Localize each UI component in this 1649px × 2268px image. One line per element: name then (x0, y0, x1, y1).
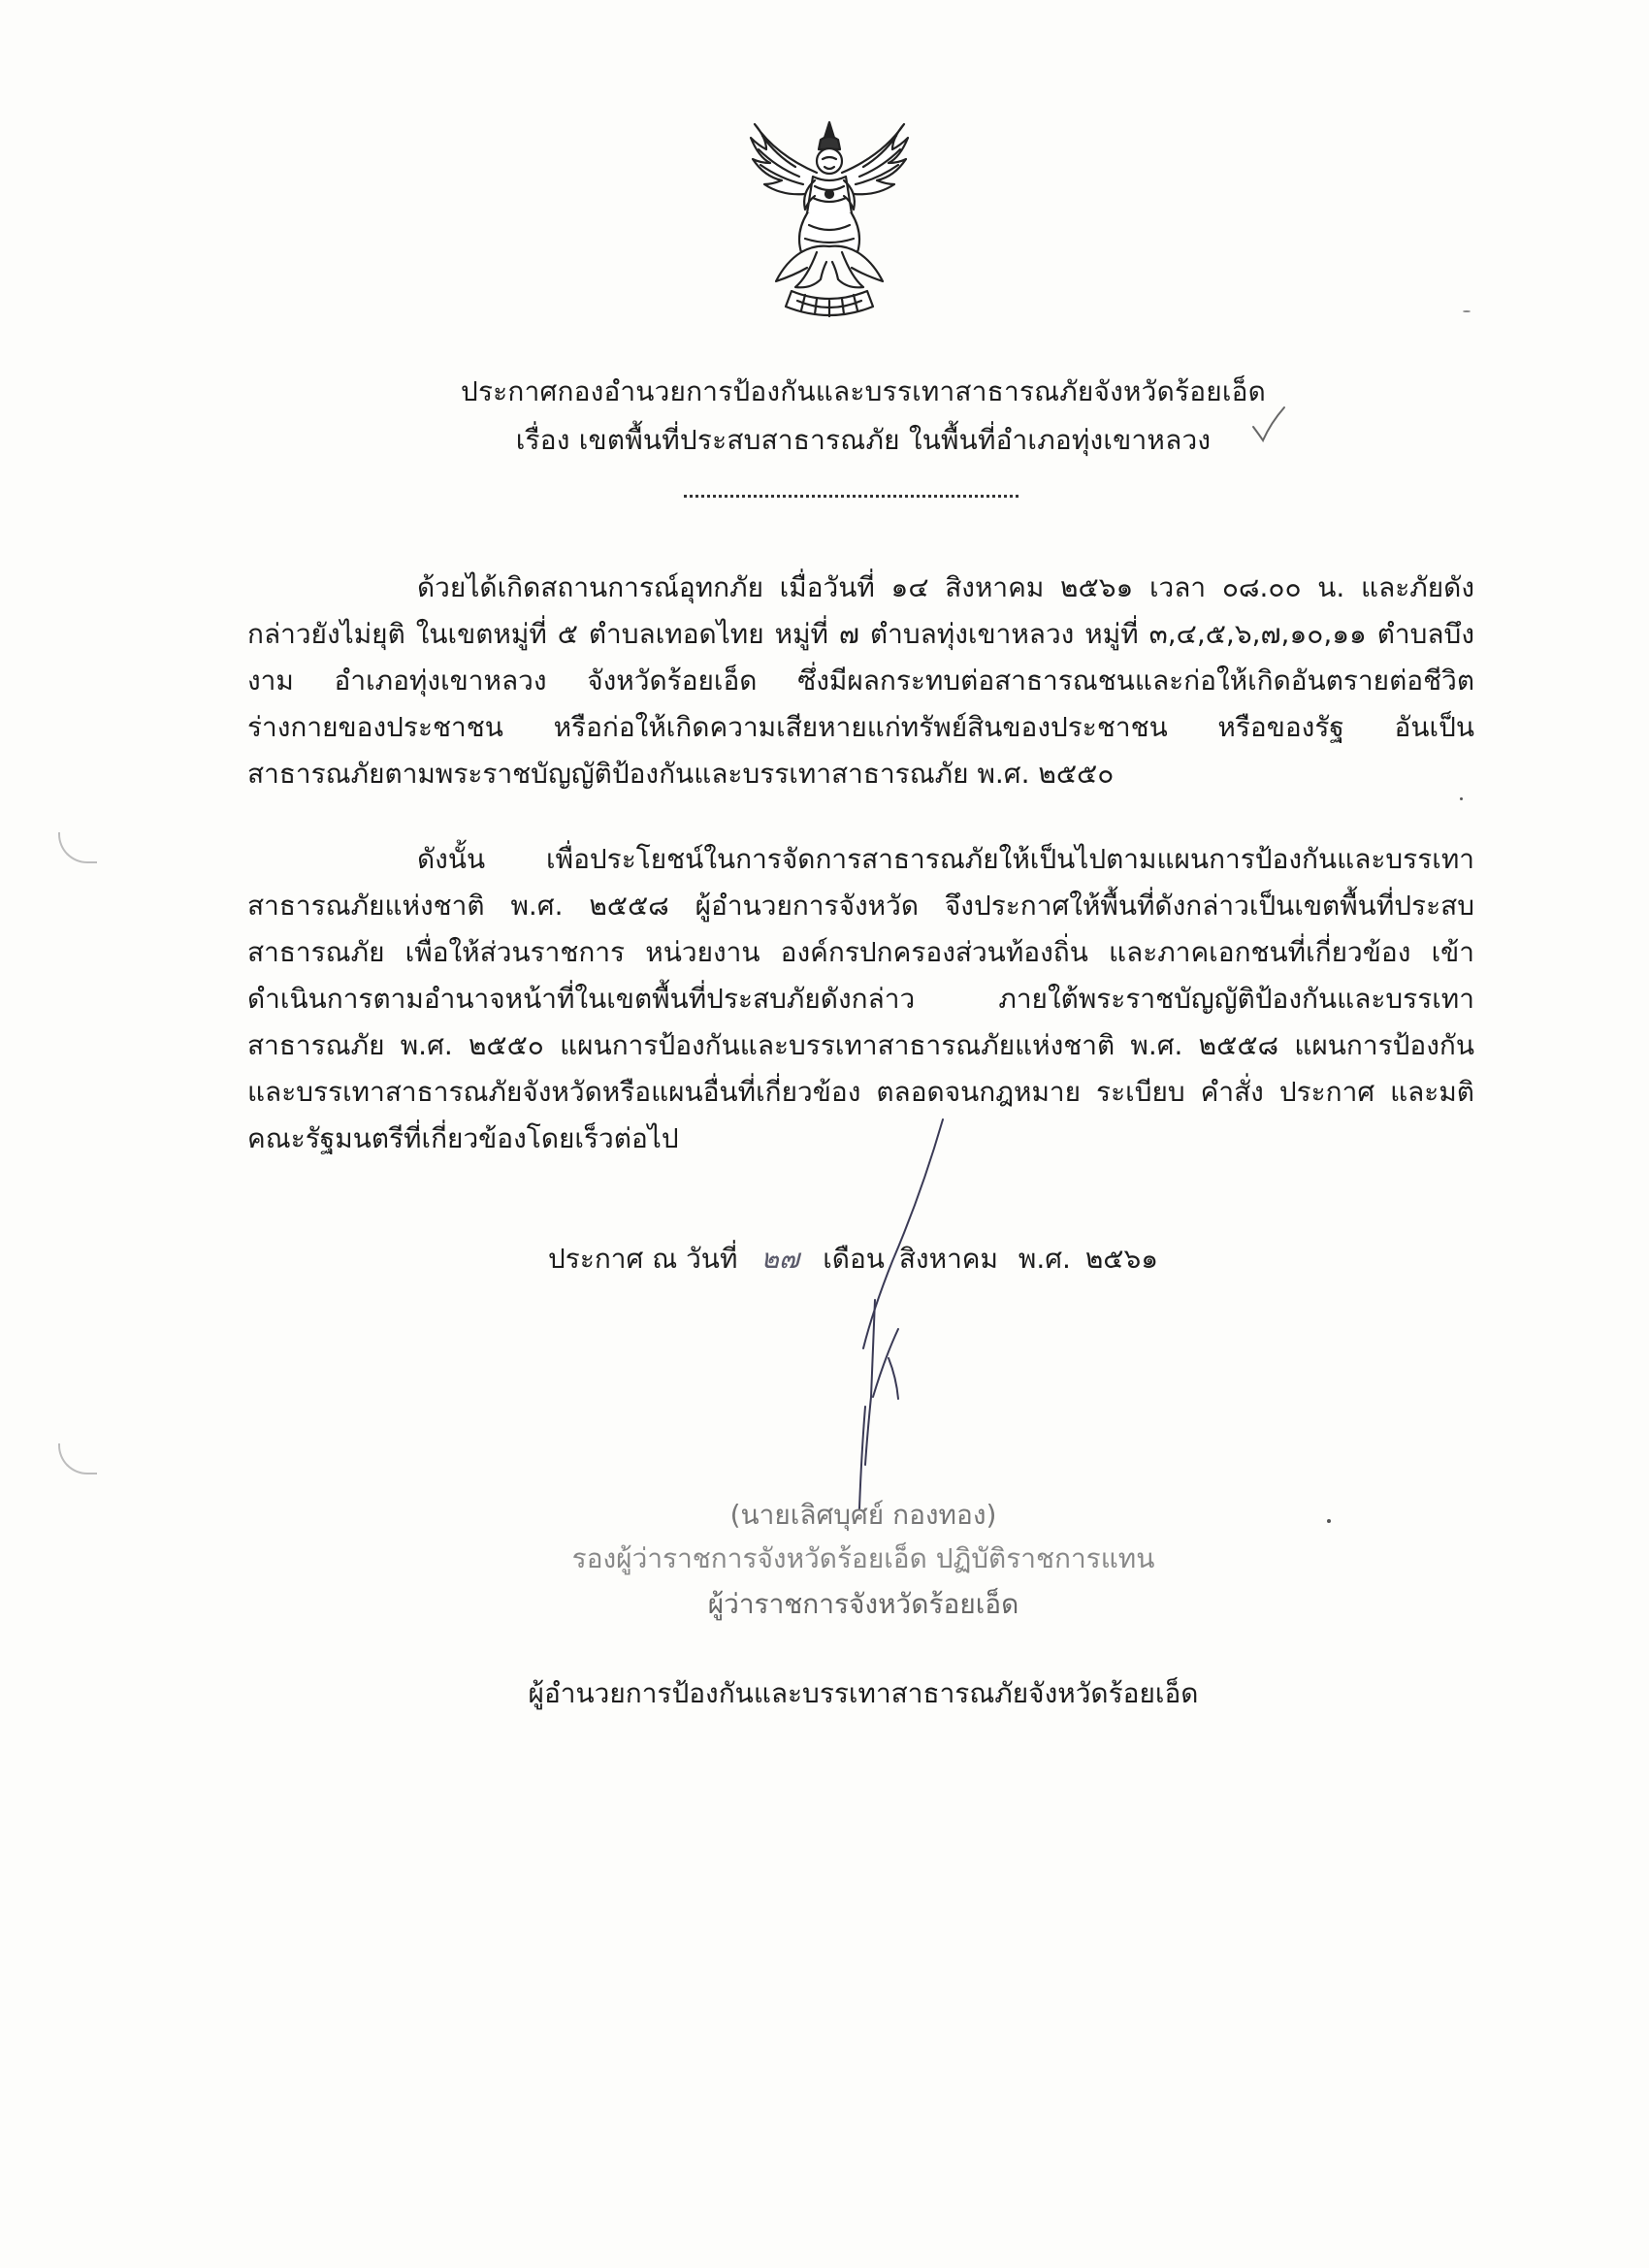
check-mark-icon (1251, 405, 1286, 444)
hole-punch-mark (58, 1443, 97, 1474)
signatory-name: (นายเลิศบุศย์ กองทอง) (729, 1499, 997, 1531)
dateline-year-label: พ.ศ. (1018, 1243, 1071, 1275)
dateline-day-handwritten: ๒๗ (760, 1243, 800, 1275)
hole-punch-mark (58, 832, 97, 863)
body-paragraph-1: ด้วยได้เกิดสถานการณ์อุทกภัย เมื่อวันที่ ๑๔ สิงหาคม ๒๕๖๑ เวลา ๐๘.๐๐ น. และภัยดังกล่าวยังไม่ยุติ ในเขตหมู่ที่ ๕ ตำบลเทอดไทย หมู่ที่ ๗ ตำบลทุ่งเขาหลวง หมู่ที่ ๓,๔,๕,๖,๗,๑๐,๑๑ ตำบลบึงงาม อำเภอทุ่งเขาหลวง จังหวัดร้อยเอ็ด ซึ่งมีผลกระทบต่อสาธารณชนและก่อให้เกิดอันตรายต่อชีวิต ร่างกายของประชาชน หรือก่อให้เกิดความเสียหายแก่ทรัพย์สินของประชาชน หรือของรัฐ อันเป็นสาธารณภัยตามพระราชบัญญัติป้องกันและบรรเทาสาธารณภัย พ.ศ. ๒๕๕๐ (247, 571, 1474, 790)
scan-speck (1463, 310, 1471, 312)
dateline-prefix: ประกาศ ณ วันที่ (548, 1243, 738, 1275)
handwritten-signature (815, 1116, 951, 1523)
issuing-authority: ผู้อำนวยการป้องกันและบรรเทาสาธารณภัยจังหวัดร้อยเอ็ด (528, 1677, 1199, 1709)
announcement-title: ประกาศกองอำนวยการป้องกันและบรรเทาสาธารณภัยจังหวัดร้อยเอ็ด (460, 375, 1267, 407)
body-paragraph-2: ดังนั้น เพื่อประโยชน์ในการจัดการสาธารณภัยให้เป็นไปตามแผนการป้องกันและบรรเทาสาธารณภัยแห่งชาติ พ.ศ. ๒๕๕๘ ผู้อำนวยการจังหวัด จึงประกาศให้พื้นที่ดังกล่าวเป็นเขตพื้นที่ประสบสาธารณภัย เพื่อให้ส่วนราชการ หน่วยงาน องค์กรปกครองส่วนท้องถิ่น และภาคเอกชนที่เกี่ยวข้อง เข้าดำเนินการตามอำนาจหน้าที่ในเขตพื้นที่ประสบภัยดังกล่าว ภายใต้พระราชบัญญัติป้องกันและบรรเทาสาธารณภัย พ.ศ. ๒๕๕๐ แผนการป้องกันและบรรเทาสาธารณภัยแห่งชาติ พ.ศ. ๒๕๕๘ แผนการป้องกันและบรรเทาสาธารณภัยจังหวัดหรือแผนอื่นที่เกี่ยวข้อง ตลอดจนกฎหมาย ระเบียบ คำสั่ง ประกาศ และมติคณะรัฐมนตรีที่เกี่ยวข้องโดยเร็วต่อไป (247, 843, 1474, 1154)
scan-speck (1460, 797, 1463, 800)
signatory-position-line-1: รองผู้ว่าราชการจังหวัดร้อยเอ็ด ปฏิบัติราชการแทน (571, 1542, 1155, 1574)
garuda-emblem (737, 116, 922, 330)
dateline-month: สิงหาคม (898, 1243, 998, 1275)
dateline-month-label: เดือน (823, 1243, 885, 1275)
dateline-year: ๒๕๖๑ (1084, 1243, 1159, 1275)
announcement-subject: เรื่อง เขตพื้นที่ประสบสาธารณภัย ในพื้นที่อำเภอทุ่งเขาหลวง (515, 424, 1212, 456)
header-dotted-separator (684, 495, 1018, 498)
signatory-position-line-2: ผู้ว่าราชการจังหวัดร้อยเอ็ด (707, 1588, 1019, 1620)
